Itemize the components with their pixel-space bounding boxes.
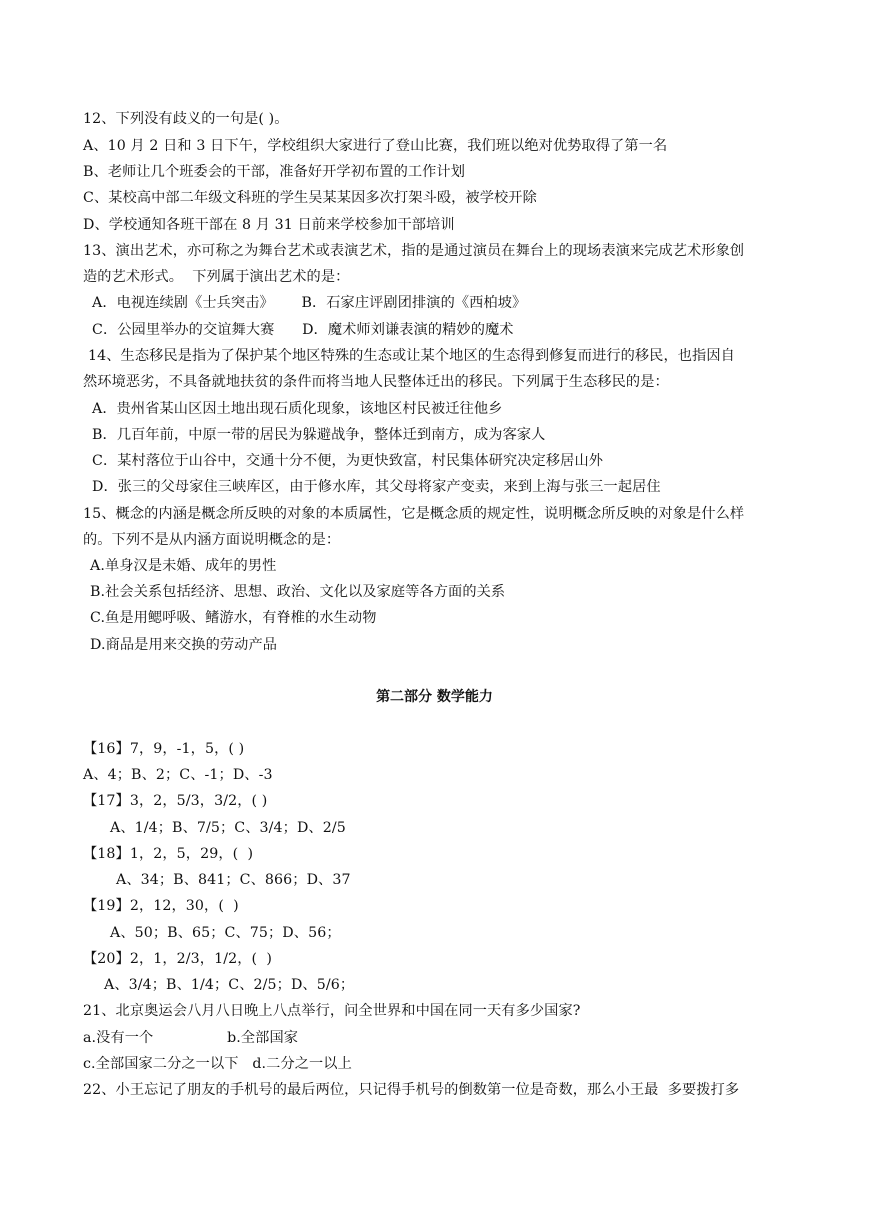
q19-options: A、50；B、65；C、75；D、56； (110, 925, 341, 941)
q16-options: A、4；B、2；C、-1；D、-3 (83, 767, 273, 783)
q18-options: A、34；B、841；C、866；D、37 (116, 872, 351, 888)
q12-option-b: B、老师让几个班委会的干部，准备好开学初布置的工作计划 (83, 164, 466, 180)
section-2-title: 第二部分 数学能力 (376, 689, 493, 705)
q14-option-b: B．几百年前，中原一带的居民为躲避战争，整体迁到南方，成为客家人 (92, 427, 546, 443)
q12-option-d: D、学校通知各班干部在 8 月 31 日前来学校参加干部培训 (83, 217, 455, 233)
q16-stem: 【16】7，9，-1，5，( ) (83, 741, 245, 757)
q15-option-c: C.鱼是用鳃呼吸、鳍游水，有脊椎的水生动物 (90, 610, 377, 626)
q17-stem: 【17】3，2，5/3，3/2，( ) (83, 793, 268, 809)
q15-stem-line2: 的。下列不是从内涵方面说明概念的是： (83, 532, 341, 548)
q19-stem: 【19】2，12，30，( ) (83, 898, 239, 914)
q18-stem: 【18】1，2，5，29，( ) (83, 846, 254, 862)
q14-stem-line1: 14、生态移民是指为了保护某个地区特殊的生态或让某个地区的生态得到修复而进行的移民，也指因自 (88, 348, 735, 364)
q15-option-d: D.商品是用来交换的劳动产品 (90, 637, 278, 653)
q21-options-ab: a.没有一个 b.全部国家 (83, 1030, 299, 1046)
q21-options-cd: c.全部国家二分之一以下 d.二分之一以上 (83, 1056, 352, 1072)
q22-stem: 22、小王忘记了朋友的手机号的最后两位，只记得手机号的倒数第一位是奇数，那么小王最 多要拨打多 (83, 1082, 740, 1098)
q14-option-c: C．某村落位于山谷中，交通十分不便，为更快致富，村民集体研究决定移居山外 (92, 453, 604, 469)
q15-option-b: B.社会关系包括经济、思想、政治、文化以及家庭等各方面的关系 (90, 584, 506, 600)
q14-option-d: D．张三的父母家住三峡库区，由于修水库，其父母将家产变卖，来到上海与张三一起居住 (92, 479, 661, 495)
q21-stem: 21、北京奥运会八月八日晚上八点举行，问全世界和中国在同一天有多少国家? (83, 1003, 581, 1019)
q13-options-ab: A．电视连续剧《士兵突击》 B．石家庄评剧团排演的《西柏坡》 (92, 295, 527, 311)
q15-stem-line1: 15、概念的内涵是概念所反映的对象的本质属性，它是概念质的规定性，说明概念所反映的对象是什么样 (83, 506, 745, 522)
q12-option-a: A、10 月 2 日和 3 日下午，学校组织大家进行了登山比赛，我们班以绝对优势取得了第一名 (83, 138, 668, 154)
q12-stem: 12、下列没有歧义的一句是( )。 (83, 111, 289, 127)
q12-option-c: C、某校高中部二年级文科班的学生吴某某因多次打架斗殴，被学校开除 (83, 190, 537, 206)
q13-stem-line1: 13、演出艺术，亦可称之为舞台艺术或表演艺术，指的是通过演员在舞台上的现场表演来完成艺术形象创 (83, 243, 745, 259)
q14-stem-line2: 然环境恶劣，不具备就地扶贫的条件而将当地人民整体迁出的移民。下列属于生态移民的是： (83, 374, 669, 390)
q14-option-a: A．贵州省某山区因土地出现石质化现象，该地区村民被迁往他乡 (92, 401, 503, 417)
q13-stem-line2: 造的艺术形式。 下列属于演出艺术的是： (83, 269, 350, 285)
q17-options: A、1/4；B、7/5；C、3/4；D、2/5 (110, 820, 346, 836)
q13-options-cd: C．公园里举办的交谊舞大赛 D．魔术师刘谦表演的精妙的魔术 (92, 322, 514, 338)
q20-stem: 【20】2，1，2/3，1/2，( ) (83, 951, 272, 967)
q15-option-a: A.单身汉是未婚、成年的男性 (90, 558, 277, 574)
q20-options: A、3/4；B、1/4；C、2/5；D、5/6； (104, 977, 355, 993)
